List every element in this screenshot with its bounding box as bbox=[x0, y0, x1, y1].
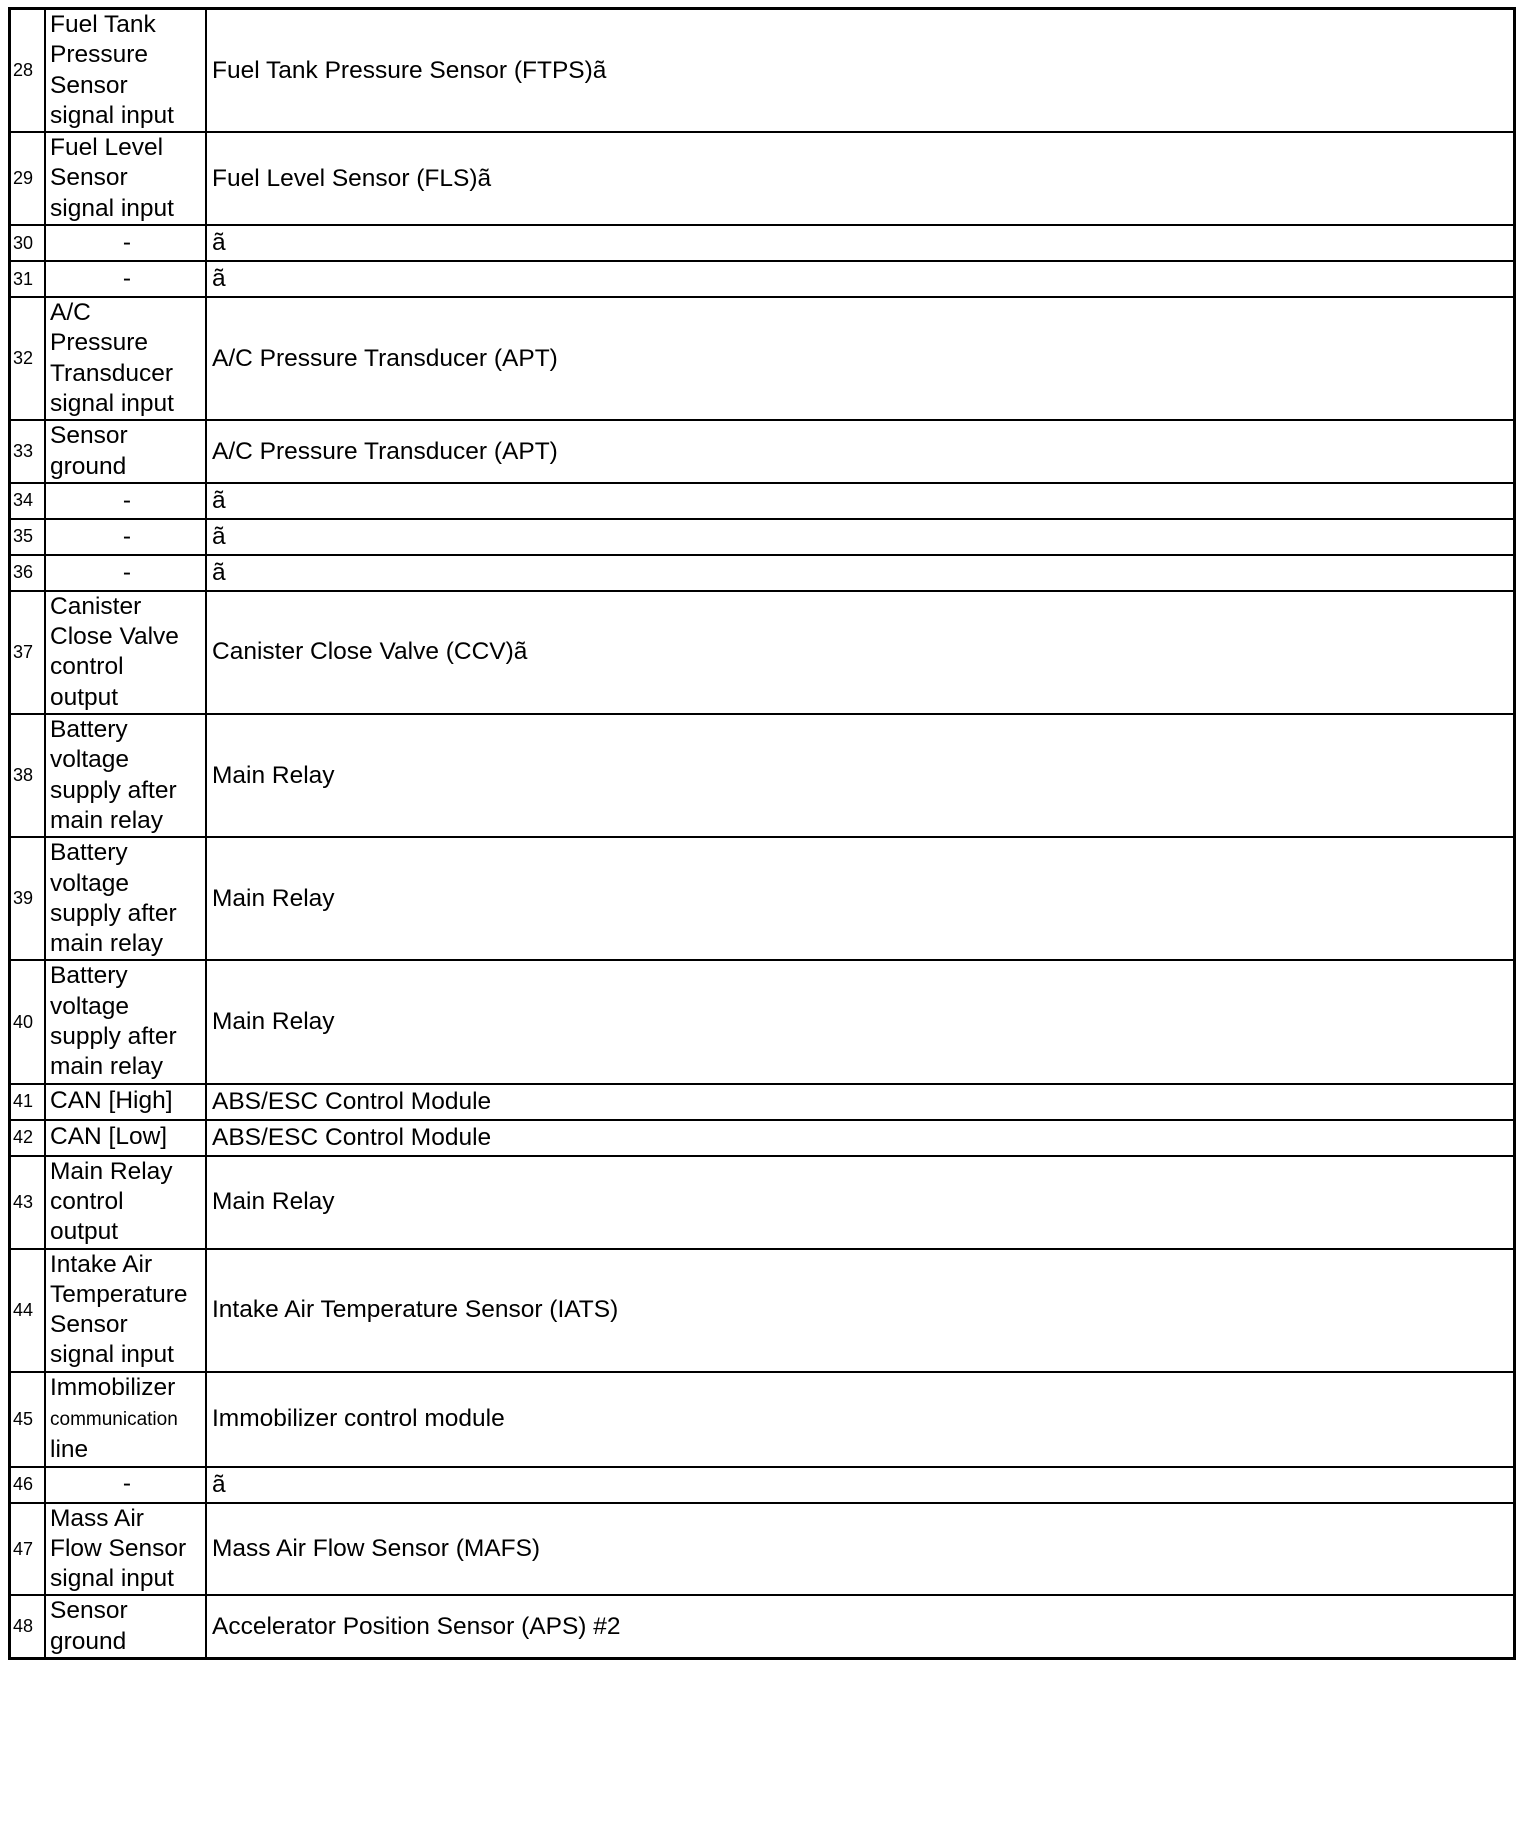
pin-name-line: Sensor bbox=[50, 1597, 128, 1625]
pin-name-line: main relay bbox=[50, 806, 164, 834]
pin-number: 48 bbox=[10, 1595, 46, 1658]
connected-component: Intake Air Temperature Sensor (IATS) bbox=[206, 1249, 1515, 1372]
pin-name-line: signal input bbox=[50, 1565, 174, 1593]
connected-component: Main Relay bbox=[206, 960, 1515, 1083]
pin-name-line: Main Relay bbox=[50, 1157, 173, 1185]
connected-component: ã bbox=[206, 519, 1515, 555]
table-row bbox=[10, 519, 1515, 555]
pin-name-line: main relay bbox=[50, 1053, 164, 1081]
table-row bbox=[10, 1156, 1515, 1249]
pin-name-line: Temperature bbox=[50, 1280, 188, 1308]
pin-name bbox=[45, 261, 206, 297]
pin-name bbox=[45, 714, 206, 837]
pin-name-line: Sensor bbox=[50, 422, 128, 450]
connected-component: Fuel Level Sensor (FLS)ã bbox=[206, 132, 1515, 225]
pin-name-line: supply after bbox=[50, 776, 177, 804]
pin-name-line: - bbox=[122, 558, 132, 586]
pin-table bbox=[8, 7, 1516, 1660]
table-row bbox=[10, 1503, 1515, 1596]
pin-name-line: Flow Sensor bbox=[50, 1534, 187, 1562]
pin-name bbox=[45, 132, 206, 225]
pin-name bbox=[45, 1249, 206, 1372]
pin-number: 38 bbox=[10, 714, 46, 837]
connected-component: Main Relay bbox=[206, 1156, 1515, 1249]
pin-number: 37 bbox=[10, 591, 46, 714]
pin-name bbox=[45, 1595, 206, 1658]
pin-name-line: - bbox=[122, 1470, 132, 1498]
connected-component: ABS/ESC Control Module bbox=[206, 1120, 1515, 1156]
table-row bbox=[10, 591, 1515, 714]
pin-name-line: - bbox=[122, 228, 132, 256]
pin-number: 32 bbox=[10, 297, 46, 420]
pin-number: 34 bbox=[10, 483, 46, 519]
connected-component: ã bbox=[206, 1467, 1515, 1503]
pin-number: 45 bbox=[10, 1372, 46, 1467]
pin-name-line: Close Valve bbox=[50, 623, 179, 651]
pin-name bbox=[45, 225, 206, 261]
pin-name-line: Fuel Level bbox=[50, 134, 164, 162]
pin-name-line: - bbox=[122, 486, 132, 514]
pin-name-line: main relay bbox=[50, 930, 164, 958]
pin-name bbox=[45, 483, 206, 519]
connected-component: Accelerator Position Sensor (APS) #2 bbox=[206, 1595, 1515, 1658]
connected-component: Main Relay bbox=[206, 714, 1515, 837]
pin-name-line: supply after bbox=[50, 1023, 177, 1051]
pin-number: 41 bbox=[10, 1084, 46, 1120]
pin-name-line: Intake Air bbox=[50, 1250, 153, 1278]
pin-number: 47 bbox=[10, 1503, 46, 1596]
pin-name-line: CAN [High] bbox=[50, 1087, 173, 1115]
table-row bbox=[10, 1120, 1515, 1156]
pin-name-line: signal input bbox=[50, 194, 174, 222]
connected-component: A/C Pressure Transducer (APT) bbox=[206, 297, 1515, 420]
connected-component: ã bbox=[206, 261, 1515, 297]
connected-component: Main Relay bbox=[206, 837, 1515, 960]
pin-name bbox=[45, 420, 206, 483]
pin-name bbox=[45, 837, 206, 960]
pin-name-line: Battery bbox=[50, 839, 128, 867]
pin-name-line: CAN [Low] bbox=[50, 1123, 168, 1151]
pin-name bbox=[45, 1084, 206, 1120]
pin-name bbox=[45, 9, 206, 133]
pin-number: 28 bbox=[10, 9, 46, 133]
table-row bbox=[10, 1084, 1515, 1120]
table-row bbox=[10, 960, 1515, 1083]
pin-name-line: ground bbox=[50, 1627, 127, 1655]
pin-name-line: Sensor bbox=[50, 164, 128, 192]
table-row bbox=[10, 483, 1515, 519]
pin-number: 46 bbox=[10, 1467, 46, 1503]
pin-name-line: output bbox=[50, 683, 119, 711]
pin-name bbox=[45, 591, 206, 714]
table-row bbox=[10, 1249, 1515, 1372]
pin-name-line: Battery bbox=[50, 962, 128, 990]
pin-number: 36 bbox=[10, 555, 46, 591]
pin-name-line: Battery bbox=[50, 716, 128, 744]
pin-number: 31 bbox=[10, 261, 46, 297]
table-row bbox=[10, 9, 1515, 133]
table-row bbox=[10, 714, 1515, 837]
pin-table-body bbox=[10, 9, 1515, 1659]
pin-name-line: control bbox=[50, 653, 124, 681]
pin-name bbox=[45, 960, 206, 1083]
pin-number: 39 bbox=[10, 837, 46, 960]
pin-name bbox=[45, 1156, 206, 1249]
table-row bbox=[10, 420, 1515, 483]
pin-name-line: - bbox=[122, 264, 132, 292]
pin-name-line: signal input bbox=[50, 1341, 174, 1369]
table-row bbox=[10, 1595, 1515, 1658]
pin-number: 43 bbox=[10, 1156, 46, 1249]
pin-name bbox=[45, 519, 206, 555]
pin-number: 35 bbox=[10, 519, 46, 555]
pin-name-line: Fuel Tank bbox=[50, 11, 156, 38]
pin-number: 44 bbox=[10, 1249, 46, 1372]
connected-component: Mass Air Flow Sensor (MAFS) bbox=[206, 1503, 1515, 1596]
table-row bbox=[10, 837, 1515, 960]
pin-name-line: voltage bbox=[50, 992, 130, 1020]
pin-name-line: Pressure bbox=[50, 329, 149, 357]
pin-name-line: communication bbox=[50, 1408, 178, 1430]
pin-name-line: Immobilizer bbox=[50, 1373, 176, 1401]
connected-component: ABS/ESC Control Module bbox=[206, 1084, 1515, 1120]
pin-name-line: Sensor bbox=[50, 1311, 128, 1339]
pin-name-line: A/C bbox=[50, 299, 91, 327]
table-row bbox=[10, 1467, 1515, 1503]
pin-name-line: Pressure bbox=[50, 41, 149, 69]
connected-component: Immobilizer control module bbox=[206, 1372, 1515, 1467]
pin-number: 33 bbox=[10, 420, 46, 483]
table-row bbox=[10, 555, 1515, 591]
pin-name-line: Sensor bbox=[50, 71, 128, 99]
table-row bbox=[10, 1372, 1515, 1467]
pin-name-line: signal input bbox=[50, 389, 174, 417]
pin-name-line: voltage bbox=[50, 869, 130, 897]
pin-number: 40 bbox=[10, 960, 46, 1083]
pin-name bbox=[45, 1467, 206, 1503]
table-row bbox=[10, 297, 1515, 420]
pin-name bbox=[45, 297, 206, 420]
pin-name-line: ground bbox=[50, 452, 127, 480]
pin-name-line: output bbox=[50, 1218, 119, 1246]
pin-name-line: signal input bbox=[50, 101, 174, 129]
pin-number: 29 bbox=[10, 132, 46, 225]
pin-name-line: control bbox=[50, 1187, 124, 1215]
connected-component: A/C Pressure Transducer (APT) bbox=[206, 420, 1515, 483]
pin-name-line: Mass Air bbox=[50, 1504, 144, 1532]
pin-name-line: supply after bbox=[50, 899, 177, 927]
table-row bbox=[10, 132, 1515, 225]
pin-name-line: - bbox=[122, 522, 132, 550]
pin-name-line: Transducer bbox=[50, 359, 174, 387]
pin-number: 42 bbox=[10, 1120, 46, 1156]
pin-name bbox=[45, 1372, 206, 1467]
connected-component: Canister Close Valve (CCV)ã bbox=[206, 591, 1515, 714]
table-row bbox=[10, 225, 1515, 261]
connected-component: ã bbox=[206, 225, 1515, 261]
pin-name-line: Canister bbox=[50, 592, 142, 620]
pin-name bbox=[45, 1120, 206, 1156]
connected-component: ã bbox=[206, 555, 1515, 591]
pin-name-line: voltage bbox=[50, 746, 130, 774]
connected-component: Fuel Tank Pressure Sensor (FTPS)ã bbox=[206, 9, 1515, 133]
pin-name bbox=[45, 555, 206, 591]
pin-name bbox=[45, 1503, 206, 1596]
table-row bbox=[10, 261, 1515, 297]
pin-name-line: line bbox=[50, 1436, 89, 1464]
connected-component: ã bbox=[206, 483, 1515, 519]
pin-number: 30 bbox=[10, 225, 46, 261]
